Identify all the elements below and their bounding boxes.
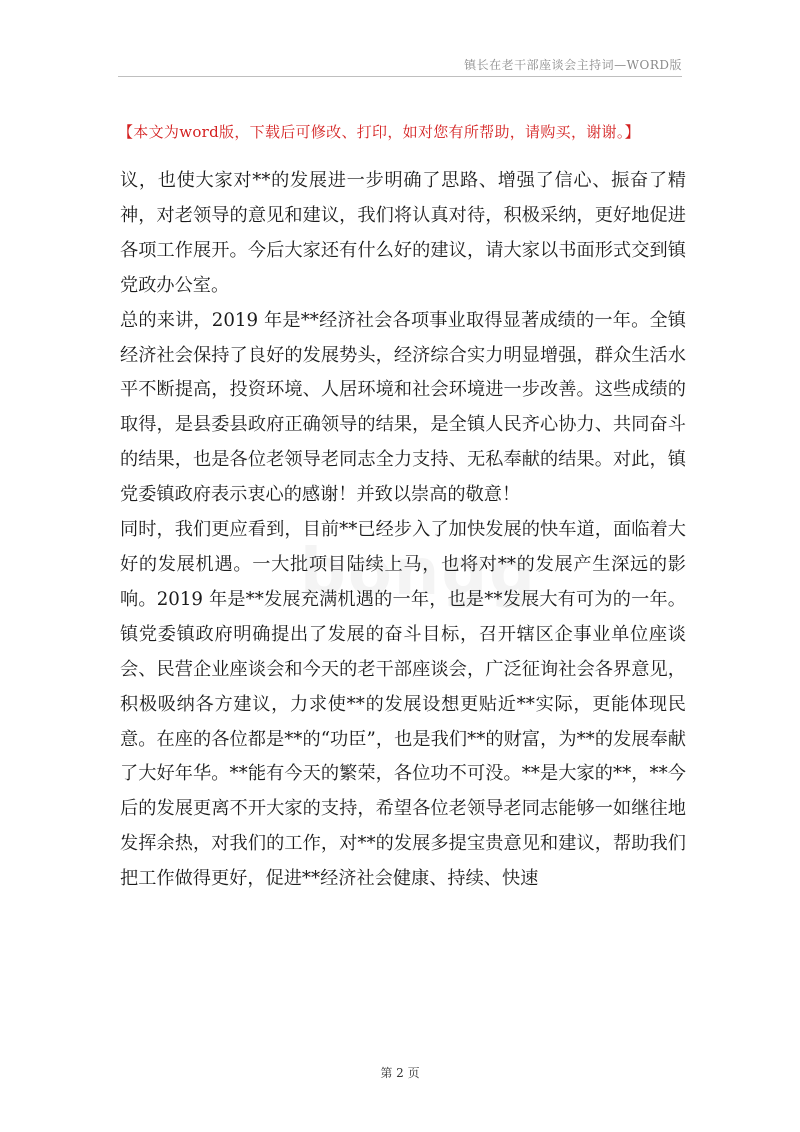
body-text bbox=[120, 164, 686, 897]
document-header-title: 镇长在老干部座谈会主持词—WORD版 bbox=[464, 58, 682, 72]
paragraph: 总的来讲，2019 年是**经济社会各项事业取得显著成绩的一年。全镇经济社会保持了良好的发展势头，经济综合实力明显增强，群众生活水平不断提高，投资环境、人居环境和社会环境进一步改善。这些成绩的取得，是县委县政府正确领导的结果，是全镇人民齐心协力、共同奋斗的结果，也是各位老领导老同志全力支持、无私奉献的结果。对此，镇党委镇政府表示衷心的感谢！并致以崇高的敬意！ bbox=[120, 309, 686, 506]
header-divider bbox=[118, 76, 682, 77]
paragraph: 同时，我们更应看到，目前**已经步入了加快发展的快车道，面临着大好的发展机遇。一大批项目陆续上马，也将对**的发展产生深远的影响。2019 年是**发展充满机遇的一年，也是**发展大有可为的一年。镇党委镇政府明确提出了发展的奋斗目标，召开辖区企事业单位座谈会、民营企业座谈会和今天的老干部座谈会，广泛征询社会各界意见，积极吸纳各方建议，力求使**的发展设想更贴近**实际，更能体现民意。在座的各位都是**的“功臣”，也是我们**的财富，为**的发展奉献了大好年华。**能有今天的繁荣，各位功不可没。**是大家的**，**今后的发展更离不开大家的支持，希望各位老领导老同志能够一如继往地发挥余热，对我们的工作，对**的发展多提宝贵意见和建议，帮助我们把工作做得更好，促进**经济社会健康、持续、快速 bbox=[120, 519, 686, 890]
purchase-notice: 【本文为word版，下载后可修改、打印，如对您有所帮助，请购买，谢谢。】 bbox=[118, 123, 640, 141]
page-number: 第 2 页 bbox=[380, 1066, 420, 1080]
paragraph: 议，也使大家对**的发展进一步明确了思路、增强了信心、振奋了精神，对老领导的意见和建议，我们将认真对待，积极采纳，更好地促进各项工作展开。今后大家还有什么好的建议，请大家以书面形式交到镇党政办公室。 bbox=[120, 170, 686, 296]
